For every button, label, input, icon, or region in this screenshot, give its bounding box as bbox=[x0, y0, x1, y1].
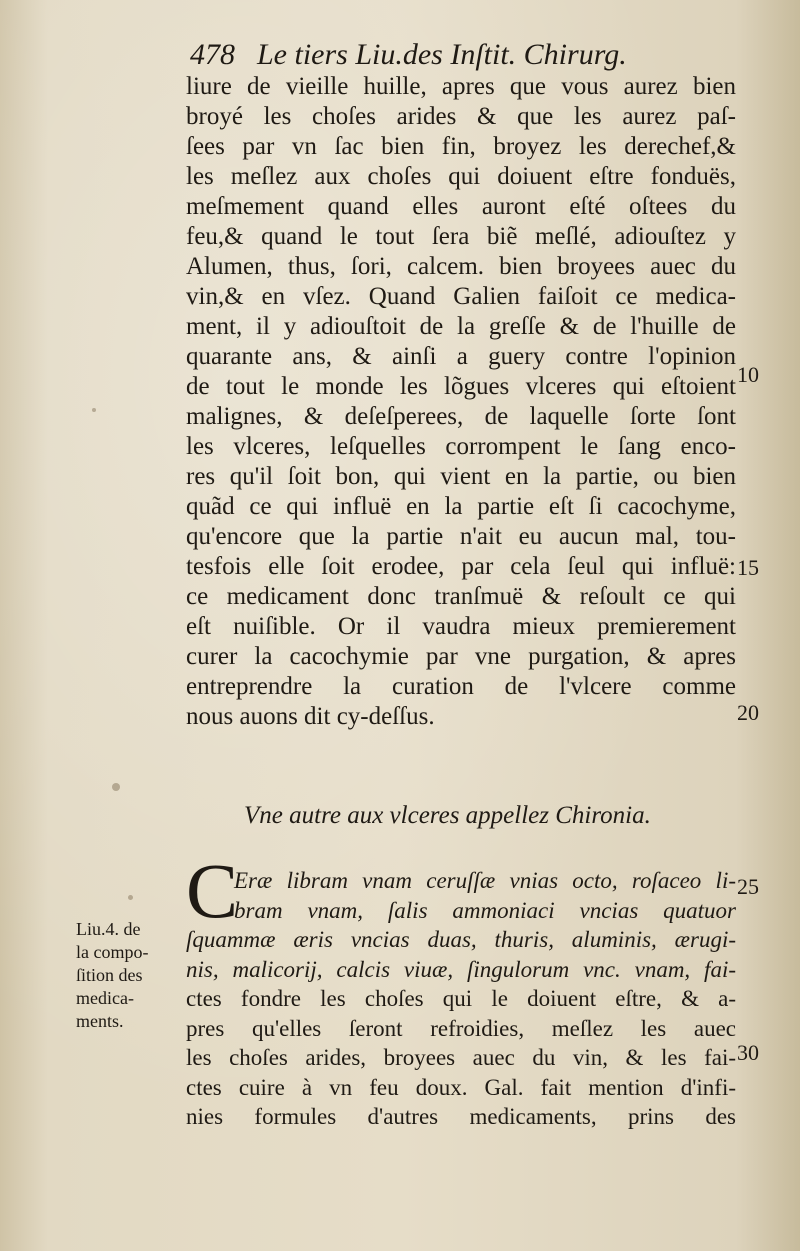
text-line: entreprendre la curation de l'vlcere comme bbox=[186, 673, 736, 700]
text-line: les vlceres, leſquelles corrompent le ſang enco- bbox=[186, 433, 736, 460]
margin-note bbox=[76, 918, 176, 1033]
paper-stain bbox=[112, 783, 120, 791]
text-line: de tout le monde les lõgues vlceres qui eſtoient bbox=[186, 373, 736, 400]
line-number: 25 bbox=[737, 874, 759, 899]
text-line: quãd ce qui influë en la partie eſt ſi cacochyme, bbox=[186, 493, 736, 520]
recipe-text bbox=[186, 866, 736, 1132]
text-line: ſees par vn ſac bien fin, broyez les derechef,& bbox=[186, 133, 736, 160]
text-line: liure de vieille huille, apres que vous aurez bien bbox=[186, 73, 736, 100]
text-line: ctes fondre les choſes qui le doiuent eſtre, & a- bbox=[186, 986, 736, 1011]
text-line: curer la cacochymie par vne purgation, & apres bbox=[186, 643, 736, 670]
section-heading: Vne autre aux vlceres appellez Chironia. bbox=[244, 802, 651, 829]
margin-note-line: ſition des bbox=[76, 965, 143, 985]
margin-note-line: la compo- bbox=[76, 942, 149, 962]
margin-note-line: ments. bbox=[76, 1011, 124, 1031]
text-line: malignes, & deſeſperees, de laquelle ſorte ſont bbox=[186, 403, 736, 430]
text-line: bram vnam, ſalis ammoniaci vncias quatuor bbox=[234, 897, 736, 923]
text-line: broyé les choſes arides & que les aurez paſ- bbox=[186, 103, 736, 130]
line-number: 15 bbox=[737, 555, 759, 580]
text-line: vin,& en vſez. Quand Galien faiſoit ce medica- bbox=[186, 283, 736, 310]
text-line: pres qu'elles ſeront refroidies, meſlez les auec bbox=[186, 1015, 736, 1041]
paper-stain bbox=[92, 408, 96, 412]
margin-note-line: medica- bbox=[76, 988, 134, 1008]
text-line: res qu'il ſoit bon, qui vient en la partie, ou bien bbox=[186, 463, 736, 490]
text-line: les choſes arides, broyees auec du vin, & les fai- bbox=[186, 1045, 736, 1070]
text-line: ment, il y adiouſtoit de la greſſe & de l'huille de bbox=[186, 313, 736, 340]
line-number: 20 bbox=[737, 700, 759, 725]
paper-stain bbox=[128, 895, 133, 900]
text-line: eſt nuiſible. Or il vaudra mieux premierement bbox=[186, 613, 736, 640]
drop-capital: C bbox=[186, 847, 239, 934]
text-line: nis, malicorij, calcis viuæ, ſingulorum vnc. vnam, fai- bbox=[186, 956, 736, 982]
text-line: feu,& quand le tout ſera biẽ meſlé, adiouſtez y bbox=[186, 223, 736, 250]
text-line: Eræ libram vnam ceruſſæ vnias octo, roſaceo li- bbox=[234, 868, 736, 893]
text-line: meſmement quand elles auront eſté oſtees du bbox=[186, 193, 736, 220]
line-number: 10 bbox=[737, 362, 759, 387]
text-line: Alumen, thus, ſori, calcem. bien broyees auec du bbox=[186, 253, 736, 280]
text-line: tesfois elle ſoit erodee, par cela ſeul qui influë: bbox=[186, 553, 736, 580]
page-header bbox=[190, 38, 690, 72]
text-line: ſquammæ æris vncias duas, thuris, aluminis, ærugi- bbox=[186, 927, 736, 952]
text-line: ctes cuire à vn feu doux. Gal. fait mention d'infi- bbox=[186, 1074, 736, 1100]
running-title: Le tiers Liu.des Inſtit. Chirurg. bbox=[257, 38, 627, 71]
text-line: les meſlez aux choſes qui doiuent eſtre fonduës, bbox=[186, 163, 736, 190]
text-line: ce medicament donc tranſmuë & reſoult ce qui bbox=[186, 583, 736, 610]
folio-number: 478 bbox=[190, 38, 235, 71]
text-line: nous auons dit cy-deſſus. bbox=[186, 703, 435, 730]
line-number: 30 bbox=[737, 1040, 759, 1065]
body-text bbox=[186, 72, 736, 732]
text-line: quarante ans, & ainſi a guery contre l'opinion bbox=[186, 343, 736, 370]
margin-note-line: Liu.4. de bbox=[76, 919, 141, 939]
text-line: nies formules d'autres medicaments, prins des bbox=[186, 1104, 736, 1129]
text-line: qu'encore que la partie n'ait eu aucun mal, tou- bbox=[186, 523, 736, 550]
